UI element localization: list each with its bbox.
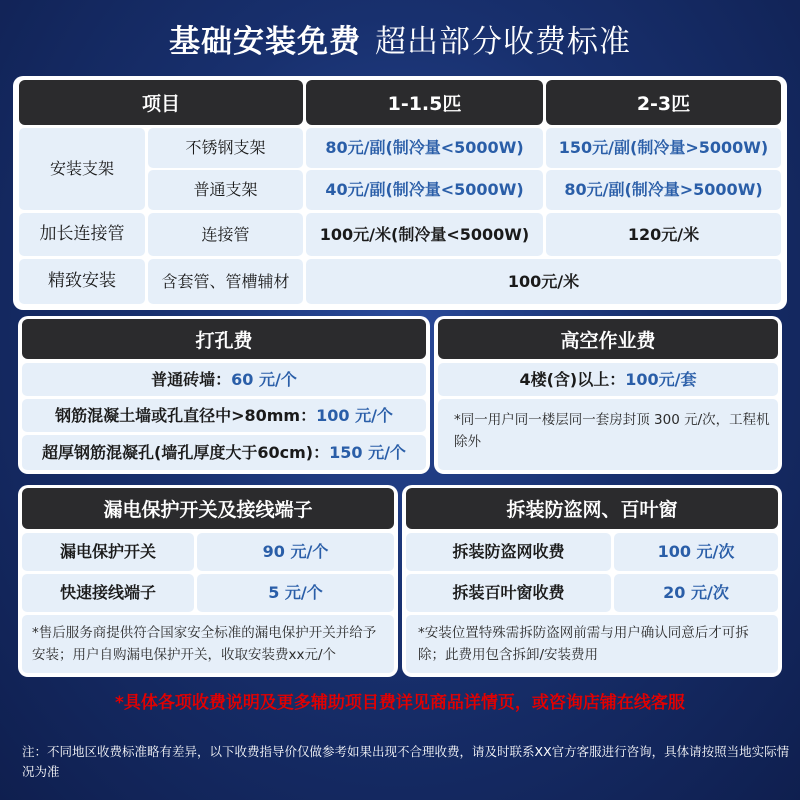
removal-fee-card: [402, 485, 782, 677]
removal-net-label: 拆装防盗网收费: [406, 533, 611, 571]
table-header-item: 项目: [19, 80, 303, 125]
pipe-small: 100元/米(制冷量<5000W): [306, 213, 543, 256]
removal-blind-price: 20 元/次: [614, 574, 778, 612]
aerial-row: [438, 363, 778, 396]
leakage-switch-price: 90 元/个: [197, 533, 394, 571]
table-header-large: 2-3匹: [546, 80, 781, 125]
leakage-terminal-price: 5 元/个: [197, 574, 394, 612]
removal-header: 拆装防盗网、百叶窗: [406, 488, 778, 529]
drilling-brick-price: 60 元/个: [231, 369, 297, 389]
drilling-fee-card: [18, 316, 430, 474]
removal-net-price: 100 元/次: [614, 533, 778, 571]
pipe-label: 加长连接管: [19, 213, 145, 256]
fine-item: 含套管、管槽辅材: [148, 259, 303, 304]
aerial-price: 100元/套: [625, 369, 697, 389]
leakage-note: *售后服务商提供符合国家安全标准的漏电保护开关并给予安装；用户自购漏电保护开关，收取安装费xx元/个: [32, 625, 377, 663]
removal-note-box: [406, 615, 778, 673]
aerial-label: 4楼(含)以上：: [519, 369, 626, 389]
title-normal: 超出部分收费标准: [375, 23, 631, 60]
drilling-thick-label: 超厚钢筋混凝孔(墙孔厚度大于60cm)：: [42, 442, 330, 462]
removal-blind-label: 拆装百叶窗收费: [406, 574, 611, 612]
title-bold: 基础安装免费: [169, 23, 361, 60]
bracket-normal-item: 普通支架: [148, 170, 303, 210]
table-header-small: 1-1.5匹: [306, 80, 543, 125]
bracket-normal-small: 40元/副(制冷量<5000W): [306, 170, 543, 210]
drilling-thick-price: 150 元/个: [329, 442, 406, 462]
aerial-note: *同一用户同一楼层同一套房封顶 300 元/次，工程机除外: [454, 412, 770, 450]
drilling-concrete-label: 钢筋混凝土墙或孔直径中>80mm：: [55, 405, 317, 425]
pipe-large: 120元/米: [546, 213, 781, 256]
footer-disclaimer: 注：不同地区收费标准略有差异，以下收费指导价仅做参考如果出现不合理收费，请及时联系XX官方客服进行咨询，具体请按照当地实际情况为准: [22, 744, 790, 779]
drilling-header: 打孔费: [22, 319, 426, 359]
drilling-concrete-price: 100 元/个: [316, 405, 393, 425]
fine-price: 100元/米: [306, 259, 781, 304]
drilling-row-thick: [22, 435, 426, 470]
drilling-brick-label: 普通砖墙：: [151, 369, 232, 389]
drilling-row-concrete: [22, 399, 426, 432]
leakage-header: 漏电保护开关及接线端子: [22, 488, 394, 529]
aerial-header: 高空作业费: [438, 319, 778, 359]
leakage-switch-label: 漏电保护开关: [22, 533, 194, 571]
leakage-note-box: [22, 615, 394, 673]
bracket-steel-item: 不锈钢支架: [148, 128, 303, 168]
leakage-fee-card: [18, 485, 398, 677]
aerial-fee-card: [434, 316, 782, 474]
removal-note: *安装位置特殊需拆防盗网前需与用户确认同意后才可拆除；此费用包含拆卸/安装费用: [418, 625, 749, 663]
detail-warning-note: *具体各项收费说明及更多辅助项目费详见商品详情页，或咨询店铺在线客服: [115, 693, 685, 713]
bracket-label: 安装支架: [19, 128, 145, 210]
fine-label: 精致安装: [19, 259, 145, 304]
aerial-note-box: [438, 399, 778, 470]
bracket-normal-large: 80元/副(制冷量>5000W): [546, 170, 781, 210]
leakage-terminal-label: 快速接线端子: [22, 574, 194, 612]
bracket-steel-large: 150元/副(制冷量>5000W): [546, 128, 781, 168]
pipe-item: 连接管: [148, 213, 303, 256]
install-fee-table: [13, 76, 787, 310]
drilling-row-brick: [22, 363, 426, 396]
page-title: [0, 0, 800, 76]
bracket-steel-small: 80元/副(制冷量<5000W): [306, 128, 543, 168]
